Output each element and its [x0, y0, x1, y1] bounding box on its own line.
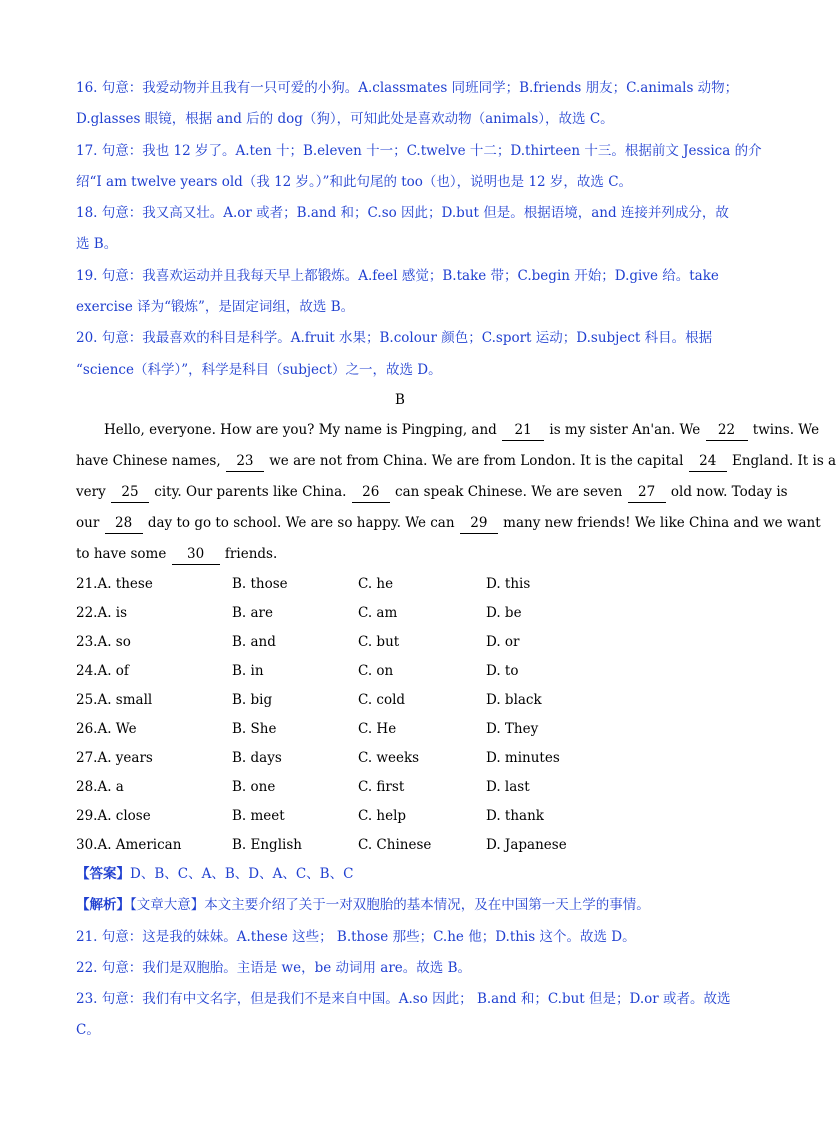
option-d: D. thank — [486, 808, 544, 824]
explanation-line: 17. 句意：我也 12 岁了。A.ten 十；B.eleven 十一；C.twelve 十二；D.thirteen 十三。根据前文 Jessica 的介 — [76, 143, 762, 159]
option-c: C. am — [358, 605, 398, 621]
blank-28: 28 — [105, 513, 143, 534]
passage-text: Hello, everyone. How are you? My name is Pingping, and — [104, 422, 502, 438]
blank-23: 23 — [226, 451, 264, 472]
blank-29: 29 — [460, 513, 498, 534]
option-b: B. and — [232, 634, 276, 650]
explanation-line: “science（科学）”，科学是科目（subject）之一，故选 D。 — [76, 362, 442, 378]
explanation-line: D.glasses 眼镜，根据 and 后的 dog（狗），可知此处是喜欢动物（animals），故选 C。 — [76, 111, 614, 127]
option-b: B. English — [232, 837, 302, 853]
passage-line — [76, 513, 821, 534]
answer-text: D、B、C、A、B、D、A、C、B、C — [130, 866, 354, 882]
blank-25: 25 — [111, 482, 149, 503]
option-d: D. last — [486, 779, 530, 795]
option-d: D. this — [486, 576, 531, 592]
option-d: D. or — [486, 634, 520, 650]
option-a: 25.A. small — [76, 692, 153, 708]
passage-text: our — [76, 515, 104, 531]
passage-text: England. It is a — [727, 453, 836, 469]
option-b: B. She — [232, 721, 277, 737]
blank-24: 24 — [689, 451, 727, 472]
option-a: 30.A. American — [76, 837, 182, 853]
passage-text: is my sister An'an. We — [545, 422, 705, 438]
explanation-line: exercise 译为“锻炼”，是固定词组，故选 B。 — [76, 299, 355, 315]
passage-text: city. Our parents like China. — [150, 484, 351, 500]
option-a: 22.A. is — [76, 605, 128, 621]
passage-text: many new friends! We like China and we want — [498, 515, 821, 531]
passage-text: can speak Chinese. We are seven — [390, 484, 627, 500]
option-d: D. minutes — [486, 750, 560, 766]
option-c: C. he — [358, 576, 394, 592]
explanation-line: 16. 句意：我爱动物并且我有一只可爱的小狗。A.classmates 同班同学；B.friends 朋友；C.animals 动物； — [76, 80, 739, 96]
passage-text: we are not from China. We are from London. It is the capital — [264, 453, 688, 469]
option-b: B. are — [232, 605, 273, 621]
section-title: B — [395, 392, 405, 408]
option-c: C. first — [358, 779, 405, 795]
passage-line — [76, 544, 726, 565]
explanation-line: 20. 句意：我最喜欢的科目是科学。A.fruit 水果；B.colour 颜色；C.sport 运动；D.subject 科目。根据 — [76, 330, 713, 346]
option-b: B. in — [232, 663, 264, 679]
summary-label: 【文章大意】 — [130, 897, 205, 913]
explanation-line: 选 B。 — [76, 236, 118, 252]
blank-21: 21 — [502, 420, 544, 441]
option-c: C. cold — [358, 692, 406, 708]
analysis-line — [76, 895, 726, 915]
option-c: C. He — [358, 721, 397, 737]
explanation-line: 21. 句意：这是我的妹妹。A.these 这些； B.those 那些；C.he 他；D.this 这个。故选 D。 — [76, 929, 636, 945]
option-c: C. but — [358, 634, 400, 650]
explanation-line: 22. 句意：我们是双胞胎。主语是 we，be 动词用 are。故选 B。 — [76, 960, 472, 976]
explanation-line: 18. 句意：我又高又壮。A.or 或者；B.and 和；C.so 因此；D.but 但是。根据语境，and 连接并列成分，故 — [76, 205, 729, 221]
explanation-line: C。 — [76, 1022, 100, 1038]
passage-text: twins. We — [748, 422, 820, 438]
passage-text: friends. — [220, 546, 278, 562]
option-b: B. one — [232, 779, 276, 795]
blank-27: 27 — [628, 482, 666, 503]
passage-line — [104, 420, 820, 441]
option-d: D. Japanese — [486, 837, 567, 853]
answer-line — [76, 864, 726, 884]
option-b: B. those — [232, 576, 288, 592]
option-a: 27.A. years — [76, 750, 153, 766]
answer-label: 【答案】 — [76, 866, 130, 882]
explanation-line: 23. 句意：我们有中文名字，但是我们不是来自中国。A.so 因此； B.and 和；C.but 但是；D.or 或者。故选 — [76, 991, 731, 1007]
passage-text: have Chinese names, — [76, 453, 225, 469]
explanation-line: 绍“I am twelve years old（我 12 岁。）”和此句尾的 too（也），说明也是 12 岁，故选 C。 — [76, 174, 633, 190]
blank-22: 22 — [706, 420, 748, 441]
analysis-label: 【解析】 — [76, 897, 130, 913]
option-a: 28.A. a — [76, 779, 124, 795]
passage-line — [76, 451, 836, 472]
option-b: B. meet — [232, 808, 285, 824]
explanation-line: 19. 句意：我喜欢运动并且我每天早上都锻炼。A.feel 感觉；B.take 带；C.begin 开始；D.give 给。take — [76, 268, 719, 284]
option-d: D. to — [486, 663, 519, 679]
option-b: B. big — [232, 692, 273, 708]
analysis-text: 本文主要介绍了关于一对双胞胎的基本情况，及在中国第一天上学的事情。 — [204, 897, 650, 913]
option-d: D. They — [486, 721, 539, 737]
option-a: 23.A. so — [76, 634, 131, 650]
option-d: D. be — [486, 605, 522, 621]
blank-26: 26 — [352, 482, 390, 503]
option-c: C. Chinese — [358, 837, 432, 853]
option-d: D. black — [486, 692, 542, 708]
option-a: 26.A. We — [76, 721, 137, 737]
option-b: B. days — [232, 750, 282, 766]
passage-text: to have some — [76, 546, 171, 562]
option-a: 29.A. close — [76, 808, 151, 824]
passage-text: very — [76, 484, 110, 500]
option-a: 21.A. these — [76, 576, 153, 592]
passage-line — [76, 482, 788, 503]
option-c: C. on — [358, 663, 394, 679]
blank-30: 30 — [172, 544, 220, 565]
passage-text: day to go to school. We are so happy. We can — [143, 515, 459, 531]
option-a: 24.A. of — [76, 663, 129, 679]
option-c: C. weeks — [358, 750, 420, 766]
passage-text: old now. Today is — [666, 484, 788, 500]
option-c: C. help — [358, 808, 407, 824]
